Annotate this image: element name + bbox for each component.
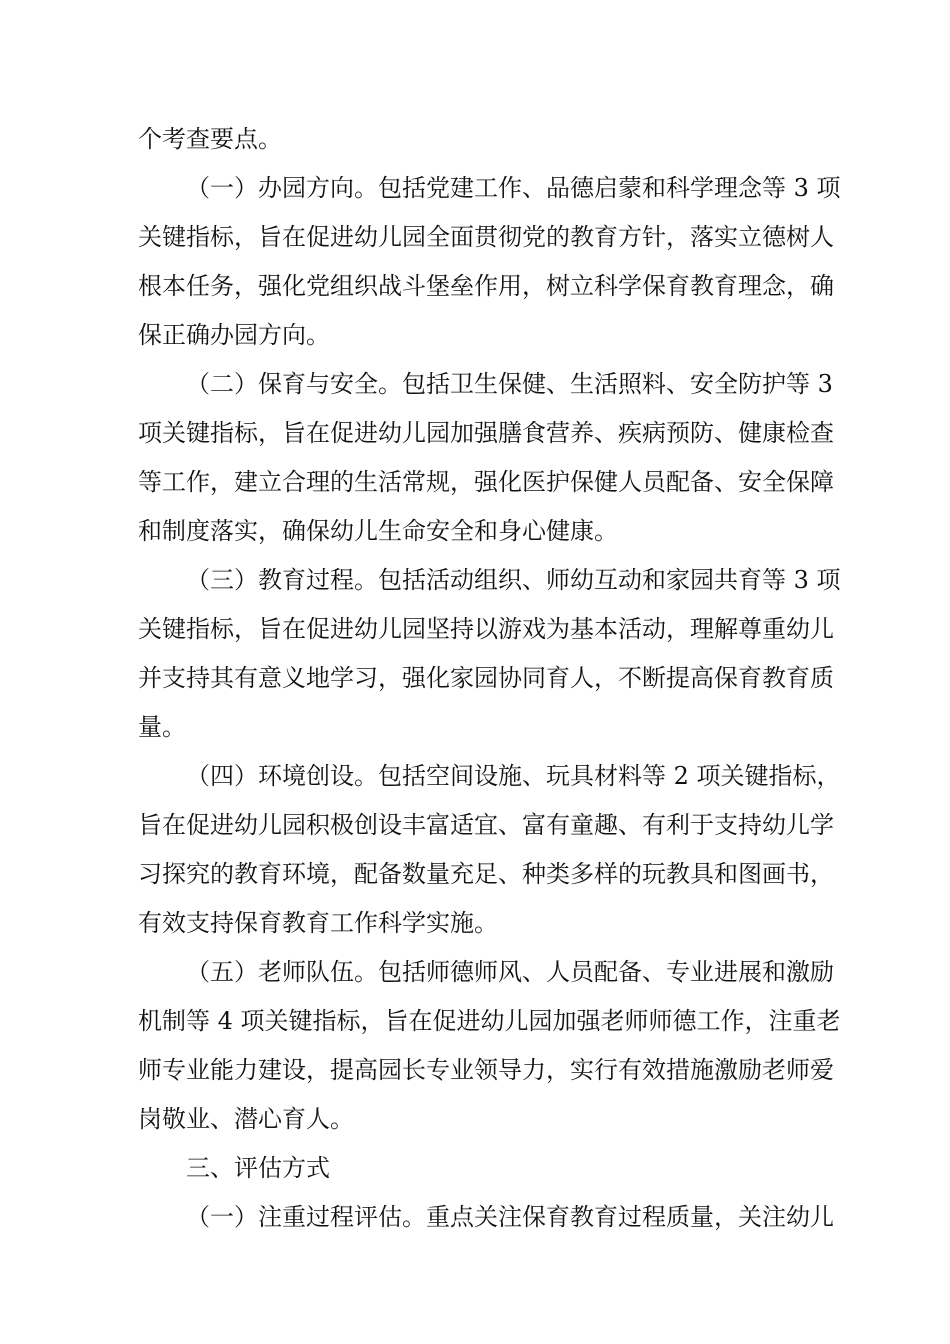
- text-line: 师专业能力建设，提高园长专业领导力，实行有效措施激励老师爱: [138, 1056, 834, 1084]
- text-line: 根本任务，强化党组织战斗堡垒作用，树立科学保育教育理念，确: [138, 272, 834, 300]
- text-line: 和制度落实，确保幼儿生命安全和身心健康。: [138, 517, 618, 545]
- text-line: 等工作，建立合理的生活常规，强化医护保健人员配备、安全保障: [138, 468, 834, 496]
- paragraph-heading-line: （三）教育过程。包括活动组织、师幼互动和家园共育等 3 项: [186, 566, 841, 594]
- text-line: 项关键指标，旨在促进幼儿园加强膳食营养、疾病预防、健康检查: [138, 419, 834, 447]
- text-line: 习探究的教育环境，配备数量充足、种类多样的玩教具和图画书，: [138, 860, 834, 888]
- paragraph-heading-line: （四）环境创设。包括空间设施、玩具材料等 2 项关键指标，: [186, 762, 841, 790]
- section-heading: 三、评估方式: [186, 1154, 330, 1182]
- text-line: 有效支持保育教育工作科学实施。: [138, 909, 498, 937]
- paragraph-heading-line: （五）老师队伍。包括师德师风、人员配备、专业进展和激励: [186, 958, 834, 986]
- text-line: 并支持其有意义地学习，强化家园协同育人，不断提高保育教育质: [138, 664, 834, 692]
- paragraph-heading-line: （一）注重过程评估。重点关注保育教育过程质量，关注幼儿: [186, 1203, 834, 1231]
- text-line: 量。: [138, 713, 186, 741]
- text-line: 关键指标，旨在促进幼儿园全面贯彻党的教育方针，落实立德树人: [138, 223, 834, 251]
- paragraph-heading-line: （一）办园方向。包括党建工作、品德启蒙和科学理念等 3 项: [186, 174, 841, 202]
- text-line: 保正确办园方向。: [138, 321, 330, 349]
- paragraph-heading-line: （二）保育与安全。包括卫生保健、生活照料、安全防护等 3: [186, 370, 833, 398]
- text-line: 旨在促进幼儿园积极创设丰富适宜、富有童趣、有利于支持幼儿学: [138, 811, 834, 839]
- text-line: 岗敬业、潜心育人。: [138, 1105, 354, 1133]
- text-line: 关键指标，旨在促进幼儿园坚持以游戏为基本活动，理解尊重幼儿: [138, 615, 834, 643]
- text-line: 机制等 4 项关键指标，旨在促进幼儿园加强老师师德工作，注重老: [138, 1007, 841, 1035]
- text-line: 个考查要点。: [138, 125, 282, 153]
